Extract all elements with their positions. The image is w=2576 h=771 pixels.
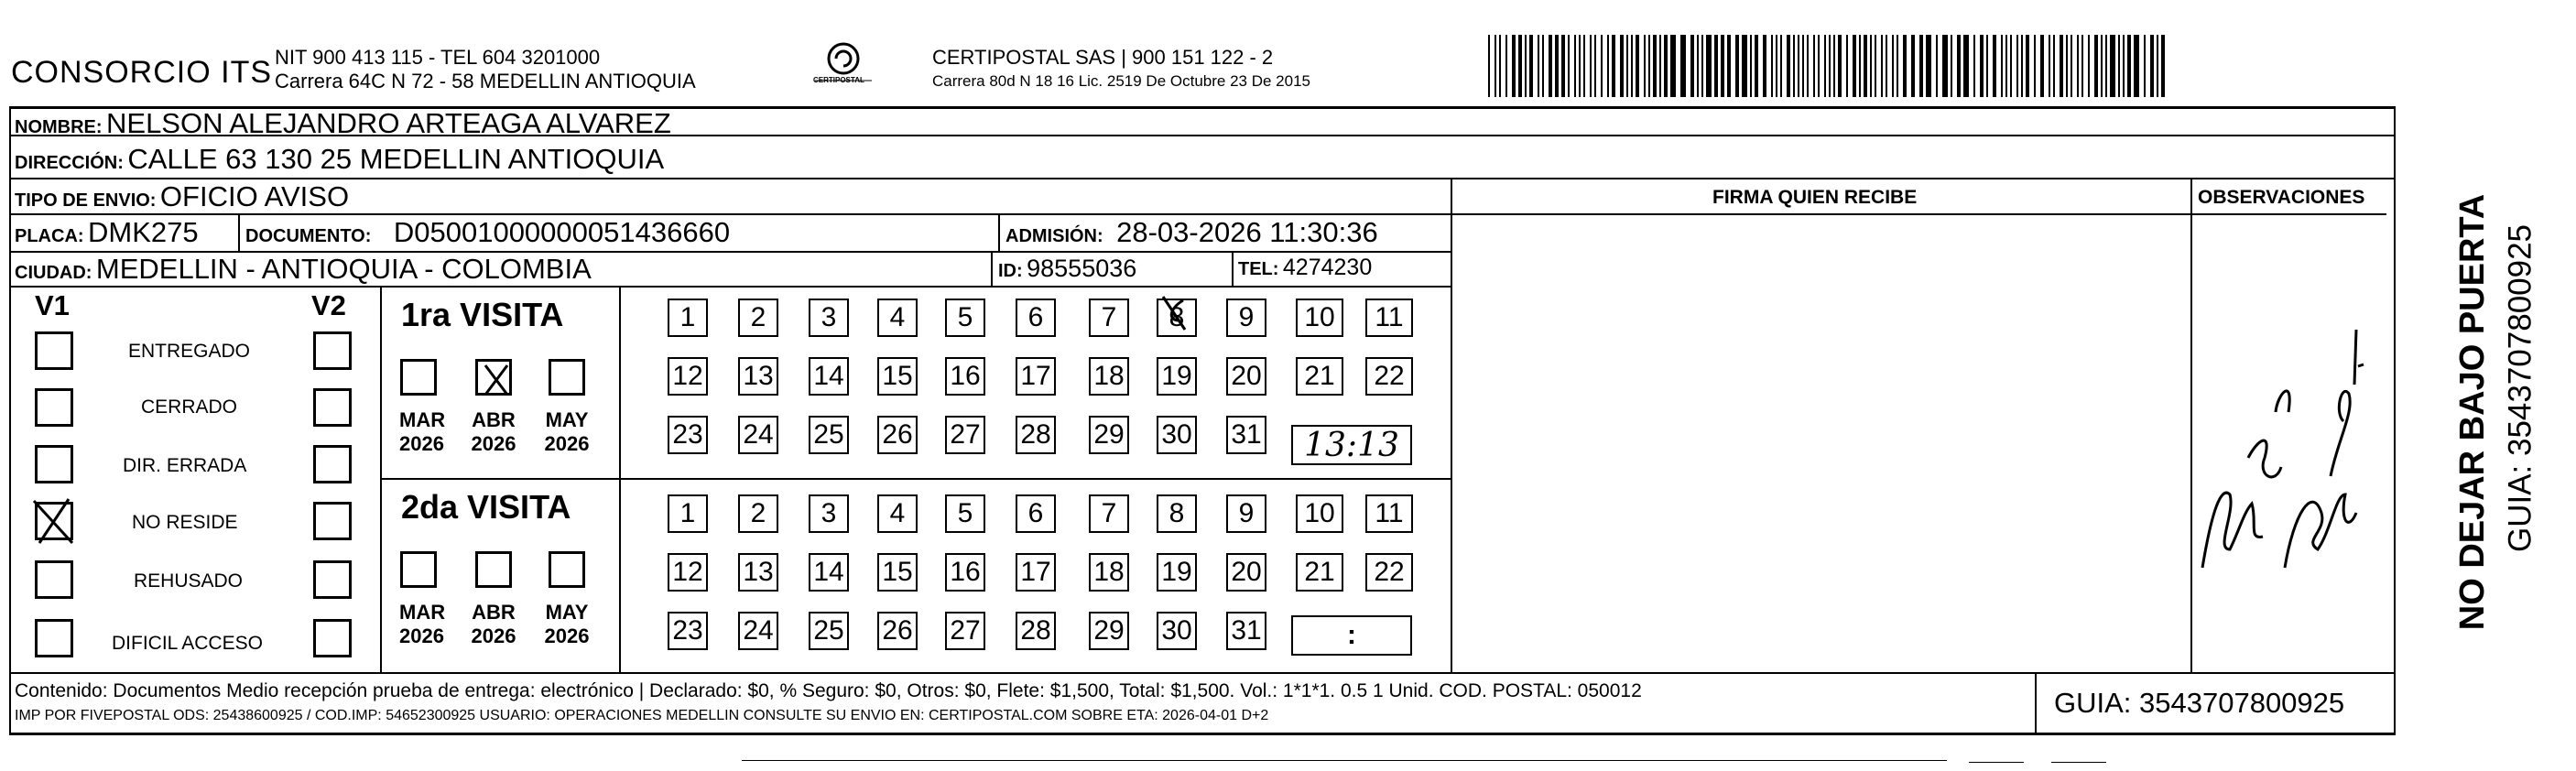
recipient-address: CALLE 63 130 25 MEDELLIN ANTIOQUIA	[127, 143, 665, 175]
visit2-day-26[interactable]: 26	[877, 612, 918, 650]
handwritten-observation	[2193, 275, 2376, 586]
visit1-day-30[interactable]: 30	[1157, 416, 1197, 454]
visit1-day-26[interactable]: 26	[877, 416, 918, 454]
visit1-day-25[interactable]: 25	[809, 416, 849, 454]
tel-value: 4274230	[1282, 255, 1373, 280]
visit1-day-15[interactable]: 15	[877, 357, 918, 396]
observations-header: OBSERVACIONES	[2198, 187, 2365, 208]
visit2-day-7[interactable]: 7	[1089, 494, 1129, 533]
v2-rehusado-checkbox[interactable]	[313, 560, 352, 599]
visit2-day-4[interactable]: 4	[877, 494, 918, 533]
visit1-day-18[interactable]: 18	[1089, 357, 1129, 396]
visit1-day-14[interactable]: 14	[809, 357, 849, 396]
visit2-day-10[interactable]: 10	[1296, 494, 1343, 533]
visit1-day-8[interactable]: 8	[1157, 299, 1197, 337]
plate-label: PLACA:	[15, 226, 84, 246]
side-guia: GUIA: 3543707800925	[2502, 223, 2538, 553]
tel-label: TEL:	[1238, 259, 1279, 279]
visit1-time-box[interactable]: 13:13	[1291, 425, 1412, 465]
recipient-name: NELSON ALEJANDRO ARTEAGA ALVAREZ	[106, 107, 671, 139]
visit2-day-9[interactable]: 9	[1226, 494, 1266, 533]
visit1-month-may: MAY	[545, 408, 589, 431]
document-value: D05001000000051436660	[393, 216, 731, 248]
visit1-day-28[interactable]: 28	[1016, 416, 1056, 454]
visit1-month-mar: MAR	[399, 408, 446, 431]
visit2-year-mar: 2026	[399, 624, 444, 647]
visit1-day-29[interactable]: 29	[1089, 416, 1129, 454]
visit2-title: 2da VISITA	[401, 488, 571, 526]
visit1-day-4[interactable]: 4	[877, 299, 918, 337]
v2-dir-errada-checkbox[interactable]	[313, 445, 352, 483]
visit1-day-10[interactable]: 10	[1296, 299, 1343, 337]
visit1-day-1[interactable]: 1	[668, 299, 708, 337]
status-entregado: ENTREGADO	[128, 341, 251, 362]
visit1-day-13[interactable]: 13	[738, 357, 778, 396]
type-row	[15, 182, 349, 211]
visit2-day-29[interactable]: 29	[1089, 612, 1129, 650]
visit1-day-24[interactable]: 24	[738, 416, 778, 454]
company-name: CONSORCIO ITS	[11, 55, 273, 90]
imp-line: IMP POR FIVEPOSTAL ODS: 25438600925 / COD.IMP: 54652300925 USUARIO: OPERACIONES MEDELLIN CONSULTE SU ENVIO EN: CERTIPOSTAL.COM SOBRE ETA: 2026-04-01 D+2	[15, 708, 1269, 723]
v1-cerrado-checkbox[interactable]	[35, 388, 73, 427]
visit1-day-6[interactable]: 6	[1016, 299, 1056, 337]
visit1-day-23[interactable]: 23	[668, 416, 708, 454]
visit1-day-21[interactable]: 21	[1296, 357, 1343, 396]
visit2-day-27[interactable]: 27	[945, 612, 985, 650]
tel-row	[1238, 256, 1372, 279]
barcode	[1488, 35, 2166, 97]
certipostal-line: CERTIPOSTAL SAS | 900 151 122 - 2	[932, 46, 1274, 69]
visit2-month-abr: ABR	[472, 601, 516, 624]
visit1-month-may-checkbox[interactable]	[549, 359, 585, 396]
visit1-day-12[interactable]: 12	[668, 357, 708, 396]
v2-cerrado-checkbox[interactable]	[313, 388, 352, 427]
check-mark-icon	[32, 495, 71, 534]
v1-rehusado-checkbox[interactable]	[35, 560, 73, 599]
admission-value: 28-03-2026 11:30:36	[1116, 216, 1378, 248]
visit1-day-2[interactable]: 2	[738, 299, 778, 337]
v2-entregado-checkbox[interactable]	[313, 331, 352, 370]
side-warning: NO DEJAR BAJO PUERTA	[2453, 193, 2492, 631]
status-dificil-acceso: DIFICIL ACCESO	[112, 633, 263, 654]
check-mark-icon	[478, 362, 515, 398]
address-label: DIRECCIÓN:	[15, 153, 124, 173]
visit2-day-2[interactable]: 2	[738, 494, 778, 533]
visit1-year-abr: 2026	[471, 432, 516, 455]
visit1-day-20[interactable]: 20	[1226, 357, 1266, 396]
contents-line: Contenido: Documentos Medio recepción prueba de entrega: electrónico | Declarado: $0, % Seguro: $0, Otros: $0, Flete: $1,500, Total: $1,500. Vol.: 1*1*1. 0.5 1 Unid. COD. POSTAL: 050012	[15, 680, 1642, 701]
visit1-title: 1ra VISITA	[401, 296, 564, 333]
v1-no-reside-checkbox[interactable]	[35, 502, 73, 540]
shipment-type: OFICIO AVISO	[159, 180, 350, 212]
document-label: DOCUMENTO:	[245, 226, 372, 246]
visit2-day-25[interactable]: 25	[809, 612, 849, 650]
plate-value: DMK275	[88, 216, 199, 248]
id-row	[998, 256, 1136, 281]
visit2-day-1[interactable]: 1	[668, 494, 708, 533]
visit2-day-15[interactable]: 15	[877, 553, 918, 592]
visit2-month-may-checkbox[interactable]	[549, 551, 585, 588]
visit1-day-7[interactable]: 7	[1089, 299, 1129, 337]
visit2-day-14[interactable]: 14	[809, 553, 849, 592]
admission-label: ADMISIÓN:	[1005, 226, 1103, 246]
status-no-reside: NO RESIDE	[132, 512, 238, 533]
visit1-month-abr-checkbox[interactable]	[475, 359, 512, 396]
visit2-time-box[interactable]: :	[1291, 615, 1412, 656]
visit2-month-may: MAY	[545, 601, 589, 624]
status-dir-errada: DIR. ERRADA	[123, 455, 247, 476]
visit1-day-11[interactable]: 11	[1365, 299, 1413, 337]
visit2-day-5[interactable]: 5	[945, 494, 985, 533]
visit1-year-may: 2026	[544, 432, 590, 455]
id-label: ID:	[998, 261, 1023, 281]
visit2-day-22[interactable]: 22	[1365, 553, 1413, 592]
visit2-day-20[interactable]: 20	[1226, 553, 1266, 592]
visit2-day-11[interactable]: 11	[1365, 494, 1413, 533]
visit2-day-18[interactable]: 18	[1089, 553, 1129, 592]
visit2-day-3[interactable]: 3	[809, 494, 849, 533]
v2-label: V2	[311, 289, 346, 321]
visit1-day-17[interactable]: 17	[1016, 357, 1056, 396]
visit2-year-abr: 2026	[471, 624, 516, 647]
admission-row	[1005, 218, 1378, 246]
v1-label: V1	[35, 289, 70, 321]
visit2-day-28[interactable]: 28	[1016, 612, 1056, 650]
footer-guia: GUIA: 3543707800925	[2054, 687, 2345, 719]
status-rehusado: REHUSADO	[134, 570, 244, 592]
visit2-day-24[interactable]: 24	[738, 612, 778, 650]
v2-dificil-acceso-checkbox[interactable]	[313, 619, 352, 657]
visit2-day-13[interactable]: 13	[738, 553, 778, 592]
v1-dificil-acceso-checkbox[interactable]	[35, 619, 73, 657]
logo-caption: CERTIPOSTAL	[813, 76, 864, 84]
license-line: Carrera 80d N 18 16 Lic. 2519 De Octubre 23 De 2015	[932, 72, 1310, 90]
visit1-day-5[interactable]: 5	[945, 299, 985, 337]
check-mark-icon	[1158, 293, 1194, 335]
visit1-day-16[interactable]: 16	[945, 357, 985, 396]
type-label: TIPO DE ENVIO:	[15, 190, 157, 211]
visit2-month-abr-checkbox[interactable]	[475, 551, 512, 588]
visit1-month-abr: ABR	[472, 408, 516, 431]
visit2-day-30[interactable]: 30	[1157, 612, 1197, 650]
id-value: 98555036	[1027, 255, 1137, 282]
name-label: NOMBRE:	[15, 117, 103, 137]
visit2-day-17[interactable]: 17	[1016, 553, 1056, 592]
v2-no-reside-checkbox[interactable]	[313, 502, 352, 540]
visit2-day-16[interactable]: 16	[945, 553, 985, 592]
address-row	[15, 145, 664, 173]
visit2-month-mar-checkbox[interactable]	[400, 551, 437, 588]
visit2-month-mar: MAR	[399, 601, 446, 624]
visit2-day-23[interactable]: 23	[668, 612, 708, 650]
city-label: CIUDAD:	[15, 263, 92, 283]
nit-line: NIT 900 413 115 - TEL 604 3201000	[275, 46, 601, 69]
visit1-day-3[interactable]: 3	[809, 299, 849, 337]
visit1-day-31[interactable]: 31	[1226, 416, 1266, 454]
visit1-day-9[interactable]: 9	[1226, 299, 1266, 337]
visit1-year-mar: 2026	[399, 432, 444, 455]
city-row	[15, 255, 592, 283]
visit1-day-19[interactable]: 19	[1157, 357, 1197, 396]
visit2-day-8[interactable]: 8	[1157, 494, 1197, 533]
signature-header: FIRMA QUIEN RECIBE	[1712, 187, 1918, 208]
visit1-month-mar-checkbox[interactable]	[400, 359, 437, 396]
visit2-day-21[interactable]: 21	[1296, 553, 1343, 592]
v1-entregado-checkbox[interactable]	[35, 331, 73, 370]
visit1-day-27[interactable]: 27	[945, 416, 985, 454]
name-row	[15, 109, 671, 137]
address-line: Carrera 64C N 72 - 58 MEDELLIN ANTIOQUIA	[275, 70, 696, 92]
visit2-day-19[interactable]: 19	[1157, 553, 1197, 592]
visit2-day-6[interactable]: 6	[1016, 494, 1056, 533]
visit2-year-may: 2026	[544, 624, 590, 647]
document-row	[245, 218, 730, 246]
visit1-day-22[interactable]: 22	[1365, 357, 1413, 396]
visit2-day-12[interactable]: 12	[668, 553, 708, 592]
certipostal-logo-icon	[810, 38, 877, 97]
status-cerrado: CERRADO	[141, 396, 238, 418]
visit2-day-31[interactable]: 31	[1226, 612, 1266, 650]
v1-dir-errada-checkbox[interactable]	[35, 445, 73, 483]
plate-row	[15, 218, 199, 246]
city-value: MEDELLIN - ANTIOQUIA - COLOMBIA	[95, 253, 592, 285]
